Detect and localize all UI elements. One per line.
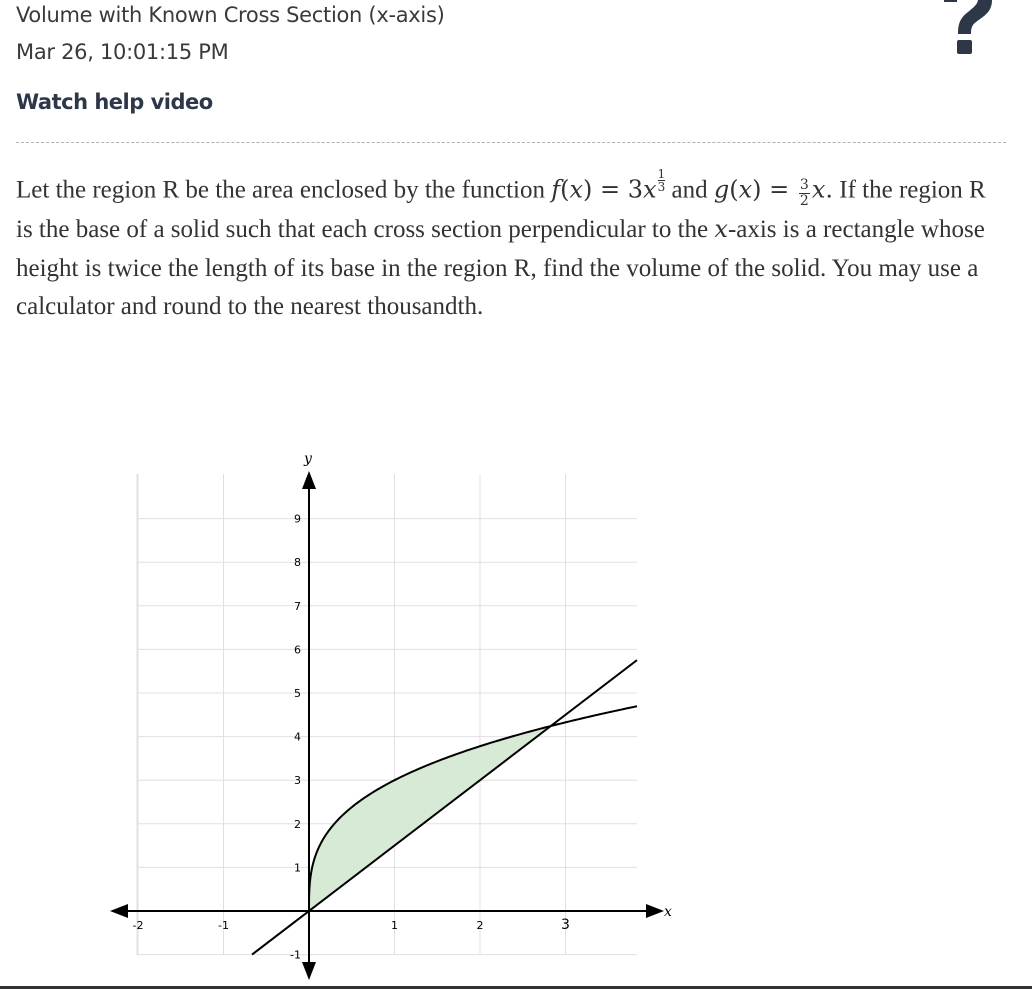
x-tick-label: -2: [132, 919, 144, 932]
y-axis-arrow-down: [302, 962, 316, 980]
math-paren-open: (: [560, 175, 570, 204]
axes: [110, 471, 664, 980]
x-tick-label: 3: [561, 917, 570, 933]
math-period: .: [825, 175, 833, 204]
problem-text-and: and: [665, 176, 714, 204]
math-paren-open: (: [729, 175, 739, 204]
x-tick-label: -1: [218, 919, 229, 932]
y-tick-label: 9: [294, 512, 301, 526]
problem-text-1: Let the region R be the area enclosed by the function: [16, 176, 552, 204]
y-tick-label: 6: [294, 643, 301, 657]
fraction-numerator: 3: [799, 177, 809, 194]
math-x: x: [643, 175, 657, 204]
line-g: [252, 660, 637, 954]
x-axis-arrow-right: [646, 904, 664, 918]
curve-f: [309, 706, 637, 911]
math-x: x: [569, 175, 584, 204]
y-tick-label: 2: [294, 817, 301, 831]
exponent-numerator: 1: [657, 167, 666, 181]
y-tick-label: 8: [294, 556, 301, 570]
timestamp: Mar 26, 10:01:15 PM: [16, 40, 229, 64]
divider: [16, 142, 1006, 143]
math-x: x: [738, 175, 753, 204]
exponent-denominator: 3: [657, 180, 666, 194]
grid: [137, 474, 637, 955]
y-tick-label: 4: [294, 730, 301, 744]
y-axis-arrow-up: [302, 471, 316, 489]
math-g: g: [713, 175, 730, 204]
fraction: [799, 178, 810, 209]
math-eq: =: [761, 175, 797, 204]
tick-labels: [133, 513, 570, 962]
x-axis-arrow-left: [110, 904, 128, 918]
math-paren-close: ): [752, 175, 762, 204]
problem-statement: [16, 168, 1008, 327]
problem-text-3: -axis is a rectangle whose height is twice the length of its base in the region R, find the volume of the solid. You may use a calculator and round to the nearest thousandth.: [16, 216, 985, 321]
shaded-region: [309, 726, 551, 911]
math-x: x: [811, 175, 826, 204]
fraction-denominator: 2: [799, 193, 809, 210]
x-tick-label: 2: [476, 919, 484, 932]
x-tick-label: 1: [391, 919, 398, 932]
math-x: x: [714, 215, 728, 244]
y-axis-label: y: [304, 451, 312, 467]
math-f: f: [551, 175, 561, 204]
y-tick-label: 5: [294, 687, 301, 700]
question-mark-icon[interactable]: [936, 0, 996, 58]
y-tick-label: -1: [290, 948, 301, 962]
math-paren-close: ): [583, 175, 593, 204]
title: Volume with Known Cross Section (x-axis): [16, 3, 445, 27]
watch-help-video-link[interactable]: Watch help video: [16, 90, 213, 114]
x-axis-label: x: [664, 904, 672, 920]
y-tick-label: 7: [294, 599, 301, 613]
math-eq-3: = 3: [592, 175, 644, 204]
y-tick-label: 3: [294, 774, 301, 788]
problem-text-2: If the region R is the base of a solid such that each cross section perpendicular to the: [16, 176, 986, 244]
y-tick-label: 1: [294, 861, 301, 875]
